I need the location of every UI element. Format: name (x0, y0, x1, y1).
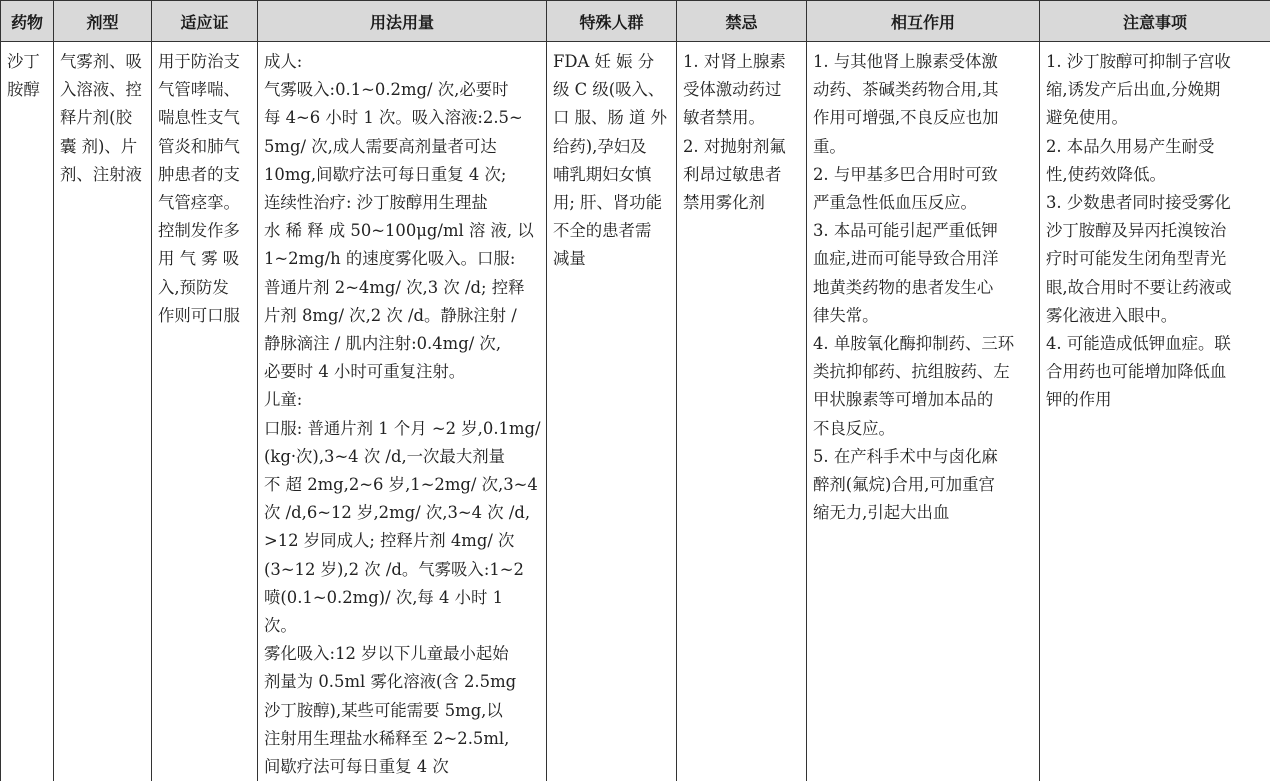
cell-text-line: 气管哮喘、 (158, 76, 252, 104)
cell-text-line: 2. 对抛射剂氟 (683, 133, 801, 161)
cell-text-line: 剂量为 0.5ml 雾化溶液(含 2.5mg (264, 668, 541, 696)
cell-text-line: >12 岁同成人; 控释片剂 4mg/ 次 (264, 527, 541, 555)
cell-text-line: 管炎和肺气 (158, 133, 252, 161)
cell-contraindication (677, 42, 807, 781)
cell-text-line: 疗时可能发生闭角型青光 (1046, 245, 1265, 273)
cell-text-line: 喷(0.1~0.2mg)/ 次,每 4 小时 1 次。 (264, 584, 541, 640)
cell-usage (258, 42, 547, 781)
cell-text-line: 入溶液、控 (60, 76, 146, 104)
cell-text-line: 连续性治疗: 沙丁胺醇用生理盐 (264, 189, 541, 217)
table-header-row (1, 1, 1270, 42)
cell-text-line: 钾的作用 (1046, 386, 1265, 414)
cell-text-line: 沙丁 (7, 48, 48, 76)
cell-text-line: 入,预防发 (158, 274, 252, 302)
cell-text-line: 囊 剂)、片 (60, 133, 146, 161)
cell-text-line: 眼,故合用时不要让药液或 (1046, 274, 1265, 302)
cell-precautions (1040, 42, 1270, 781)
cell-text-line: 2. 本品久用易产生耐受 (1046, 133, 1265, 161)
cell-text-line: 水 稀 释 成 50~100μg/ml 溶 液, 以 (264, 217, 541, 245)
cell-text-line: 缩,诱发产后出血,分娩期 (1046, 76, 1265, 104)
cell-text-line: 不良反应。 (813, 415, 1034, 443)
cell-text-line: 成人: (264, 48, 541, 76)
cell-text-line: 次 /d,6~12 岁,2mg/ 次,3~4 次 /d, (264, 499, 541, 527)
cell-text-line: 2. 与甲基多巴合用时可致 (813, 161, 1034, 189)
cell-text-line: 1. 与其他肾上腺素受体激 (813, 48, 1034, 76)
header-interaction: 相互作用 (807, 1, 1040, 42)
cell-text-line: 甲状腺素等可增加本品的 (813, 386, 1034, 414)
header-drug: 药物 (1, 1, 54, 42)
cell-text-line: 剂、注射液 (60, 161, 146, 189)
cell-text-line: 严重急性低血压反应。 (813, 189, 1034, 217)
cell-text-line: 5. 在产科手术中与卤化麻 (813, 443, 1034, 471)
cell-text-line: 肿患者的支 (158, 161, 252, 189)
cell-text-line: 禁用雾化剂 (683, 189, 801, 217)
cell-text-line: 减量 (553, 245, 671, 273)
cell-drug (1, 42, 54, 781)
cell-text-line: 用; 肝、肾功能 (553, 189, 671, 217)
cell-text-line: 作用可增强,不良反应也加 (813, 104, 1034, 132)
cell-text-line: 气雾剂、吸 (60, 48, 146, 76)
cell-text-line: 缩无力,引起大出血 (813, 499, 1034, 527)
cell-text-line: 避免使用。 (1046, 104, 1265, 132)
cell-text-line: 控制发作多 (158, 217, 252, 245)
cell-text-line: 胺醇 (7, 76, 48, 104)
cell-text-line: 沙丁胺醇),某些可能需要 5mg,以 (264, 697, 541, 725)
cell-special-population (547, 42, 677, 781)
cell-text-line: 醉剂(氟烷)合用,可加重宫 (813, 471, 1034, 499)
cell-text-line: 10mg,间歇疗法可每日重复 4 次; (264, 161, 541, 189)
cell-text-line: 雾化液进入眼中。 (1046, 302, 1265, 330)
cell-text-line: 用于防治支 (158, 48, 252, 76)
header-contraindication: 禁忌 (677, 1, 807, 42)
header-special-population: 特殊人群 (547, 1, 677, 42)
cell-text-line: 哺乳期妇女慎 (553, 161, 671, 189)
cell-text-line: 普通片剂 2~4mg/ 次,3 次 /d; 控释 (264, 274, 541, 302)
cell-text-line: 受体激动药过 (683, 76, 801, 104)
cell-text-line: 4. 可能造成低钾血症。联 (1046, 330, 1265, 358)
cell-indication (152, 42, 258, 781)
header-usage: 用法用量 (258, 1, 547, 42)
cell-text-line: 敏者禁用。 (683, 104, 801, 132)
cell-text-line: 片剂 8mg/ 次,2 次 /d。静脉注射 / (264, 302, 541, 330)
cell-text-line: 口服: 普通片剂 1 个月 ~2 岁,0.1mg/ (264, 415, 541, 443)
cell-text-line: 必要时 4 小时可重复注射。 (264, 358, 541, 386)
cell-text-line: 不全的患者需 (553, 217, 671, 245)
cell-text-line: 1~2mg/h 的速度雾化吸入。口服: (264, 245, 541, 273)
cell-text-line: 气雾吸入:0.1~0.2mg/ 次,必要时 (264, 76, 541, 104)
cell-text-line: 律失常。 (813, 302, 1034, 330)
cell-text-line: 级 C 级(吸入、 (553, 76, 671, 104)
cell-text-line: 重。 (813, 133, 1034, 161)
cell-text-line: 1. 沙丁胺醇可抑制子宫收 (1046, 48, 1265, 76)
cell-text-line: 喘息性支气 (158, 104, 252, 132)
cell-text-line: 口 服、肠 道 外 (553, 104, 671, 132)
cell-text-line: 气管痉挛。 (158, 189, 252, 217)
cell-text-line: 4. 单胺氧化酶抑制药、三环 (813, 330, 1034, 358)
cell-text-line: 动药、茶碱类药物合用,其 (813, 76, 1034, 104)
cell-text-line: 3. 少数患者同时接受雾化 (1046, 189, 1265, 217)
cell-text-line: 类抗抑郁药、抗组胺药、左 (813, 358, 1034, 386)
header-dosage-form: 剂型 (54, 1, 152, 42)
cell-text-line: FDA 妊 娠 分 (553, 48, 671, 76)
cell-text-line: 3. 本品可能引起严重低钾 (813, 217, 1034, 245)
cell-text-line: 注射用生理盐水稀释至 2~2.5ml, (264, 725, 541, 753)
table-row (1, 42, 1270, 781)
cell-text-line: 沙丁胺醇及异丙托溴铵治 (1046, 217, 1265, 245)
header-precautions: 注意事项 (1040, 1, 1270, 42)
cell-interaction (807, 42, 1040, 781)
cell-text-line: 给药),孕妇及 (553, 133, 671, 161)
cell-text-line: 合用药也可能增加降低血 (1046, 358, 1265, 386)
cell-text-line: (3~12 岁),2 次 /d。气雾吸入:1~2 (264, 556, 541, 584)
cell-text-line: 利昂过敏患者 (683, 161, 801, 189)
cell-text-line: 用 气 雾 吸 (158, 245, 252, 273)
cell-text-line: 5mg/ 次,成人需要高剂量者可达 (264, 133, 541, 161)
cell-dosage-form (54, 42, 152, 781)
cell-text-line: 静脉滴注 / 肌内注射:0.4mg/ 次, (264, 330, 541, 358)
cell-text-line: 1. 对肾上腺素 (683, 48, 801, 76)
cell-text-line: 地黄类药物的患者发生心 (813, 274, 1034, 302)
cell-text-line: 不 超 2mg,2~6 岁,1~2mg/ 次,3~4 (264, 471, 541, 499)
header-indication: 适应证 (152, 1, 258, 42)
cell-text-line: (kg·次),3~4 次 /d,一次最大剂量 (264, 443, 541, 471)
cell-text-line: 血症,进而可能导致合用洋 (813, 245, 1034, 273)
cell-text-line: 每 4~6 小时 1 次。吸入溶液:2.5~ (264, 104, 541, 132)
cell-text-line: 雾化吸入:12 岁以下儿童最小起始 (264, 640, 541, 668)
cell-text-line: 间歇疗法可每日重复 4 次 (264, 753, 541, 781)
cell-text-line: 释片剂(胶 (60, 104, 146, 132)
cell-text-line: 作则可口服 (158, 302, 252, 330)
cell-text-line: 儿童: (264, 386, 541, 414)
cell-text-line: 性,使药效降低。 (1046, 161, 1265, 189)
